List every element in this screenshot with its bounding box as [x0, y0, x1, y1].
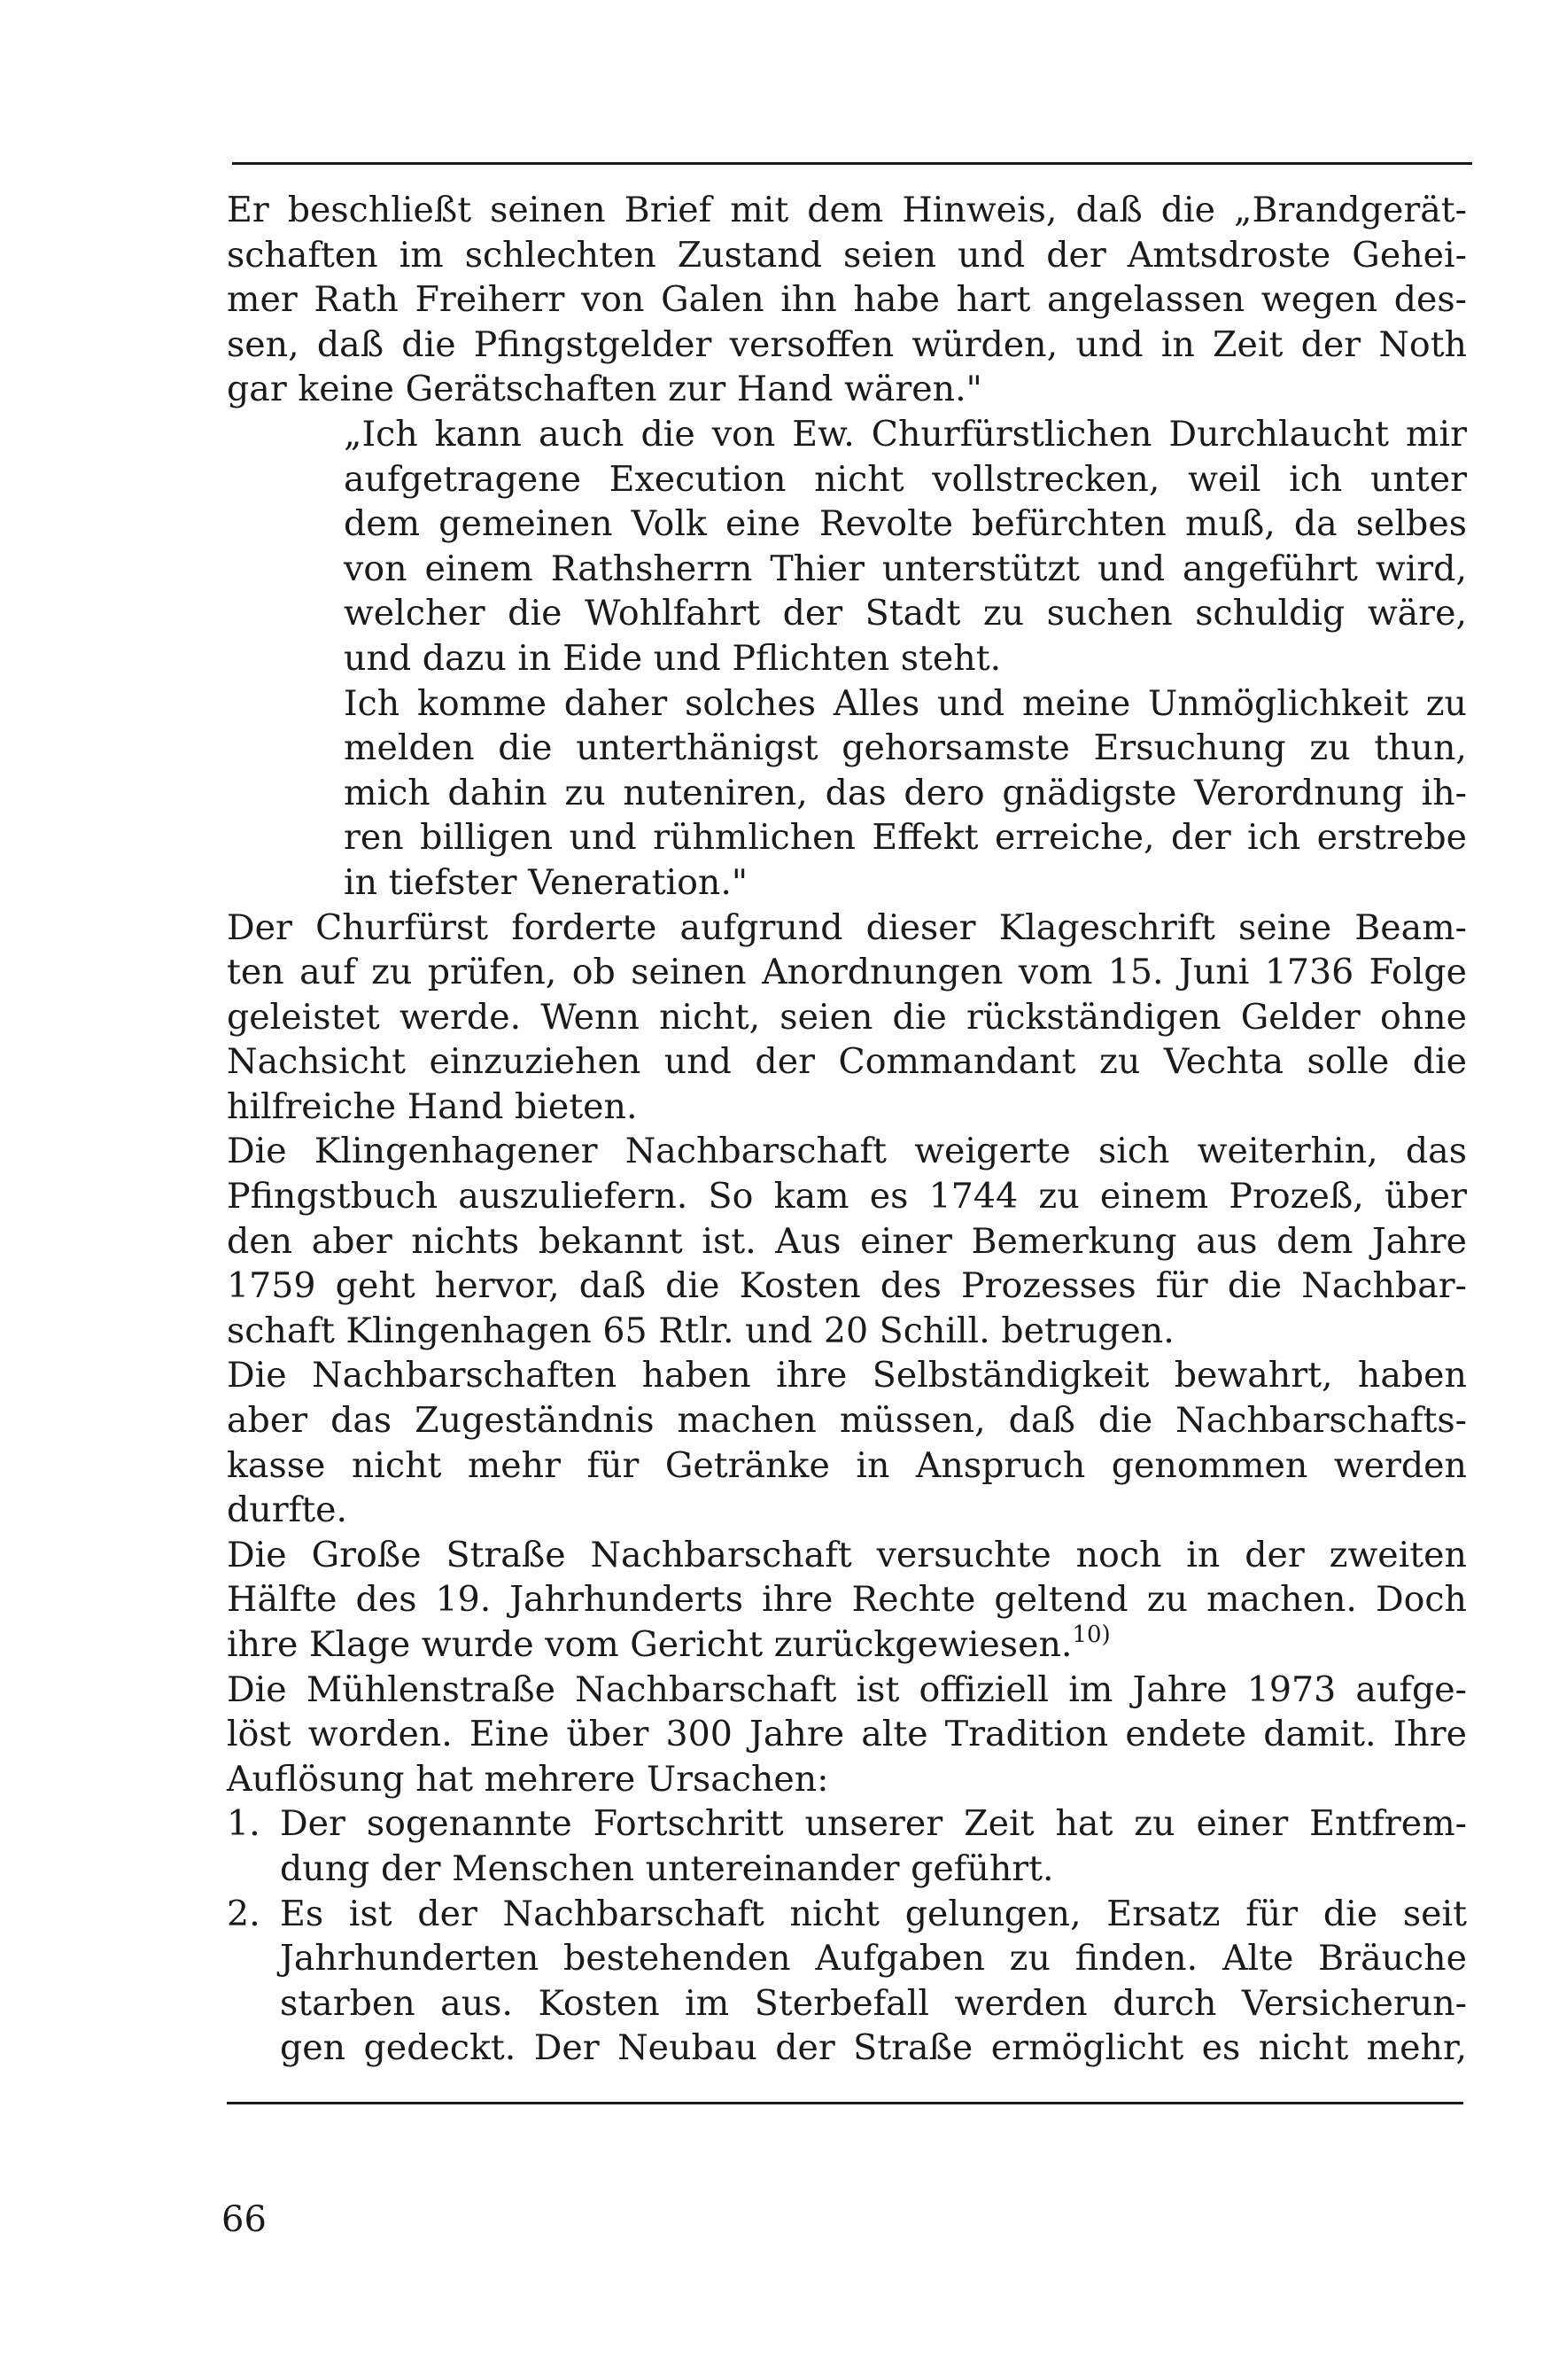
text-line-content: von einem Rathsherrn Thier unterstützt und angeführt wird, [344, 548, 1467, 589]
text-line [227, 1622, 1467, 1668]
text-line [227, 1847, 1467, 1892]
text-line-content: dem gemeinen Volk eine Revolte befürchten muß, da selbes [344, 503, 1467, 545]
text-line [227, 233, 1467, 278]
text-line [227, 1309, 1467, 1354]
text-line-content: Die Mühlenstraße Nachbarschaft ist offiziell im Jahre 1973 aufge- [227, 1668, 1467, 1710]
text-line [227, 1533, 1467, 1578]
text-line [227, 1174, 1467, 1219]
page-body-text [227, 188, 1467, 2071]
text-line [227, 323, 1467, 368]
text-line-content: gar keine Gerätschaften zur Hand wären." [227, 369, 982, 410]
text-line [227, 1398, 1467, 1443]
text-line-content: dung der Menschen untereinander geführt. [280, 1847, 1054, 1889]
text-line [227, 1712, 1467, 1757]
text-line-content: starben aus. Kosten im Sterbefall werden durch Versicherun- [280, 1982, 1467, 2024]
text-line-content: Er beschließt seinen Brief mit dem Hinweis, daß die „Brandgerät- [227, 190, 1467, 230]
text-line-content: schaft Klingenhagen 65 Rtlr. und 20 Schill. betrugen. [227, 1310, 1175, 1351]
text-line-content: mer Rath Freiherr von Galen ihn habe hart angelassen wegen des- [227, 279, 1467, 321]
text-line-content: Pfingstbuch auszuliefern. So kam es 1744 zu einem Prozeß, über [227, 1176, 1467, 1217]
text-line-content: ren billigen und rühmlichen Effekt erreiche, der ich erstrebe [344, 817, 1467, 859]
text-line-content: Die Klingenhagener Nachbarschaft weigerte sich weiterhin, das [227, 1131, 1467, 1172]
text-line [227, 815, 1467, 860]
text-line [227, 367, 1467, 412]
text-line [227, 1219, 1467, 1264]
page-number: 66 [221, 2199, 267, 2240]
text-line [227, 995, 1467, 1040]
text-line [227, 1085, 1467, 1130]
top-rule [232, 162, 1472, 165]
text-line [227, 547, 1467, 592]
text-line-content: Nachsicht einzuziehen und der Commandant zu Vechta solle die [227, 1041, 1467, 1083]
text-line [227, 726, 1467, 771]
text-line-content: sen, daß die Pfingstgelder versoffen würden, und in Zeit der Noth [227, 323, 1467, 365]
text-line-content: 1759 geht hervor, daß die Kosten des Prozesses für die Nachbar- [227, 1265, 1467, 1307]
text-line [227, 277, 1467, 323]
footnote-marker: 10) [1072, 1622, 1111, 1648]
text-line-content: kasse nicht mehr für Getränke in Anspruch genommen werden [227, 1444, 1467, 1486]
text-line [227, 591, 1467, 636]
text-line [227, 457, 1467, 502]
text-line-content: melden die unterthänigst gehorsamste Ersuchung zu thun, [344, 727, 1467, 769]
text-line [227, 681, 1467, 727]
text-line [227, 188, 1467, 233]
text-line-content: durfte. [227, 1489, 348, 1531]
list-number: 2. [227, 1893, 260, 1934]
text-line [227, 1039, 1467, 1085]
text-line-content: in tiefster Veneration." [344, 861, 748, 903]
text-line-content: aber das Zugeständnis machen müssen, daß die Nachbarschafts- [227, 1400, 1467, 1442]
text-line [227, 1443, 1467, 1489]
text-line [227, 1577, 1467, 1622]
text-line-content: Der Churfürst forderte aufgrund dieser Klageschrift seine Beam- [227, 906, 1467, 948]
text-line-content: „Ich kann auch die von Ew. Churfürstlichen Durchlaucht mir [344, 413, 1467, 455]
text-line [227, 771, 1467, 816]
text-line [227, 636, 1467, 681]
text-line [227, 1981, 1467, 2026]
text-line [227, 2026, 1467, 2071]
text-line-content: Es ist der Nachbarschaft nicht gelungen, Ersatz für die seit [280, 1893, 1467, 1934]
text-line [227, 1129, 1467, 1174]
text-line [227, 1353, 1467, 1398]
list-number: 1. [227, 1803, 260, 1845]
text-line-content: den aber nichts bekannt ist. Aus einer Bemerkung aus dem Jahre [227, 1220, 1467, 1262]
text-line-content: ihre Klage wurde vom Gericht zurückgewiesen. [227, 1624, 1073, 1665]
text-line-content: geleistet werde. Wenn nicht, seien die rückständigen Gelder ohne [227, 996, 1467, 1038]
text-line-content: ten auf zu prüfen, ob seinen Anordnungen vom 15. Juni 1736 Folge [227, 952, 1467, 993]
bottom-rule [227, 2102, 1463, 2104]
text-line-content: Der sogenannte Fortschritt unserer Zeit hat zu einer Entfrem- [280, 1803, 1467, 1845]
text-line [227, 502, 1467, 547]
text-line-content: löst worden. Eine über 300 Jahre alte Tradition endete damit. Ihre [227, 1714, 1467, 1755]
text-line-content: schaften im schlechten Zustand seien und der Amtsdroste Gehei- [227, 234, 1467, 276]
text-line [227, 860, 1467, 906]
text-line-content: Hälfte des 19. Jahrhunderts ihre Rechte geltend zu machen. Doch [227, 1579, 1467, 1621]
text-line [227, 1488, 1467, 1533]
text-line-content: welcher die Wohlfahrt der Stadt zu suchen schuldig wäre, [344, 593, 1467, 634]
text-line-content: mich dahin zu nuteniren, das dero gnädigste Verordnung ih- [344, 772, 1467, 813]
text-line-content: Die Nachbarschaften haben ihre Selbständigkeit bewahrt, haben [227, 1355, 1467, 1396]
text-line-content: Ich komme daher solches Alles und meine Unmöglichkeit zu [344, 682, 1467, 724]
text-line-content: und dazu in Eide und Pflichten steht. [344, 637, 1002, 679]
text-line [227, 1757, 1467, 1802]
text-line [227, 1892, 1467, 1937]
text-line [227, 1801, 1467, 1847]
text-line-content: hilfreiche Hand bieten. [227, 1085, 638, 1127]
text-line-content: Auflösung hat mehrere Ursachen: [227, 1758, 829, 1800]
text-line [227, 1668, 1467, 1713]
text-line-content: aufgetragene Execution nicht vollstrecken, weil ich unter [344, 458, 1467, 500]
text-line-content: gen gedeckt. Der Neubau der Straße ermöglicht es nicht mehr, [280, 2027, 1467, 2069]
text-line-content: Jahrhunderten bestehenden Aufgaben zu finden. Alte Bräuche [280, 1938, 1467, 1979]
text-line [227, 906, 1467, 951]
text-line [227, 412, 1467, 457]
text-line-content: Die Große Straße Nachbarschaft versuchte noch in der zweiten [227, 1534, 1467, 1575]
text-line [227, 1264, 1467, 1309]
text-line [227, 1936, 1467, 1981]
text-line [227, 950, 1467, 995]
